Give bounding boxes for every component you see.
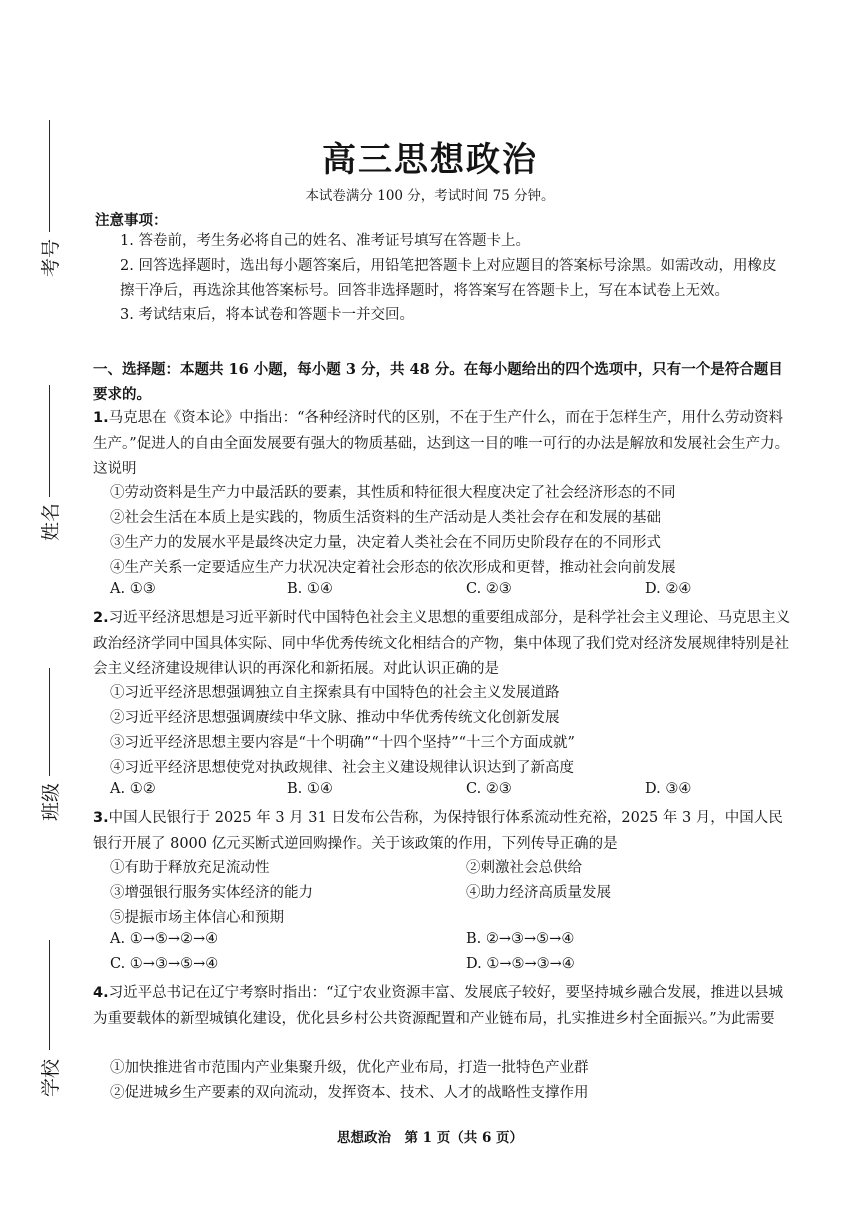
- question-stem: 中国人民银行于 2025 年 3 月 31 日发布公告称，为保持银行体系流动性充裕，2025 年 3 月，中国人民银行开展了 8000 亿元买断式逆回购操作。关于该政策的作用，下列传导正确的是: [93, 810, 783, 852]
- statement: ④生产关系一定要适应生产力状况决定着社会形态的依次形成和更替，推动社会向前发展: [110, 560, 676, 576]
- notice-item: 2. 回答选择题时，选出每小题答案后，用铅笔把答题卡上对应题目的答案标号涂黑。如需改动，用橡皮擦干净后，再选涂其他答案标号。回答非选择题时，将答案写在答题卡上，写在本试卷上无效。: [120, 258, 777, 299]
- statement: ①劳动资料是生产力中最活跃的要素，其性质和特征很大程度决定了社会经济形态的不同: [110, 485, 676, 501]
- statement: ④助力经济高质量发展: [466, 885, 611, 901]
- name-label: 姓名: [39, 502, 62, 541]
- question-3-stem-block: [93, 806, 793, 857]
- class-label: 班级: [39, 782, 62, 821]
- question-stem: 习近平经济思想是习近平新时代中国特色社会主义思想的重要组成部分，是科学社会主义理论、马克思主义政治经济学同中国具体实际、同中华优秀传统文化相结合的产物，集中体现了我们党对经济发展规律特别是社会主义经济建设规律认识的再深化和新拓展。对此认识正确的是: [93, 610, 791, 677]
- option-c: C. ①→③→⑤→④: [110, 956, 219, 972]
- option-c: C. ②③: [466, 581, 512, 597]
- question-2-stem-block: [93, 606, 793, 683]
- option-a: A. ①③: [110, 581, 156, 597]
- statement: ③增强银行服务实体经济的能力: [110, 885, 313, 901]
- school-field-line: [49, 940, 50, 1050]
- option-b: B. ①④: [287, 781, 333, 797]
- exam-no-label: 考号: [39, 238, 62, 277]
- statement: ①习近平经济思想强调独立自主探索具有中国特色的社会主义发展道路: [110, 685, 560, 701]
- question-stem: 马克思在《资本论》中指出：“各种经济时代的区别，不在于生产什么，而在于怎样生产，用什么劳动资料生产。”促进人的自由全面发展要有强大的物质基础，达到这一目的唯一可行的办法是解放和发展社会生产力。这说明: [93, 410, 790, 477]
- statement: ⑤提振市场主体信心和预期: [110, 910, 284, 926]
- option-b: B. ②→③→⑤→④: [466, 931, 575, 947]
- class-field-line: [49, 668, 50, 776]
- statement: ①有助于释放充足流动性: [110, 860, 270, 876]
- school-label: 学校: [39, 1058, 62, 1097]
- notice-item: 1. 答卷前，考生务必将自己的姓名、准考证号填写在答题卡上。: [120, 233, 530, 249]
- question-1-stem-block: [93, 406, 793, 483]
- statement: ①加快推进省市范围内产业集聚升级，优化产业布局，打造一批特色产业群: [110, 1060, 589, 1076]
- statement: ③生产力的发展水平是最终决定力量，决定着人类社会在不同历史阶段存在的不同形式: [110, 535, 661, 551]
- statement: ②促进城乡生产要素的双向流动，发挥资本、技术、人才的战略性支撑作用: [110, 1085, 589, 1101]
- option-d: D. ③④: [645, 781, 692, 797]
- question-4-stem-block: [93, 981, 793, 1032]
- option-a: A. ①②: [110, 781, 156, 797]
- question-stem: 习近平总书记在辽宁考察时指出：“辽宁农业资源丰富、发展底子较好，要坚持城乡融合发展，推进以县城为重要载体的新型城镇化建设，优化县乡村公共资源配置和产业链布局，扎实推进乡村全面振兴。”为此需要: [93, 985, 784, 1027]
- question-number: 1.: [93, 410, 109, 426]
- notice-item: 3. 考试结束后，将本试卷和答题卡一并交回。: [120, 307, 414, 323]
- option-a: A. ①→⑤→②→④: [110, 931, 219, 947]
- name-field-line: [49, 385, 50, 497]
- statement: ③习近平经济思想主要内容是“十个明确”“十四个坚持”“十三个方面成就”: [110, 735, 575, 751]
- statement: ②习近平经济思想强调赓续中华文脉、推动中华优秀传统文化创新发展: [110, 710, 560, 726]
- notice-heading: 注意事项：: [95, 212, 168, 229]
- question-number: 2.: [93, 610, 109, 626]
- exam-subtitle: 本试卷满分 100 分，考试时间 75 分钟。: [305, 188, 555, 204]
- statement: ②社会生活在本质上是实践的，物质生活资料的生产活动是人类社会存在和发展的基础: [110, 510, 661, 526]
- option-b: B. ①④: [287, 581, 333, 597]
- page-footer: 思想政治 第 1 页（共 6 页）: [336, 1130, 524, 1146]
- statement: ②刺激社会总供给: [466, 860, 582, 876]
- option-d: D. ①→⑤→③→④: [466, 956, 575, 972]
- question-number: 3.: [93, 810, 109, 826]
- option-d: D. ②④: [645, 581, 692, 597]
- option-c: C. ②③: [466, 781, 512, 797]
- section-heading: 一、选择题：本题共 16 小题，每小题 3 分，共 48 分。在每小题给出的四个选项中，只有一个是符合题目要求的。: [93, 361, 783, 403]
- question-number: 4.: [93, 985, 109, 1001]
- exam-title: 高三思想政治: [322, 140, 538, 180]
- statement: ④习近平经济思想使党对执政规律、社会主义建设规律认识达到了新高度: [110, 760, 574, 776]
